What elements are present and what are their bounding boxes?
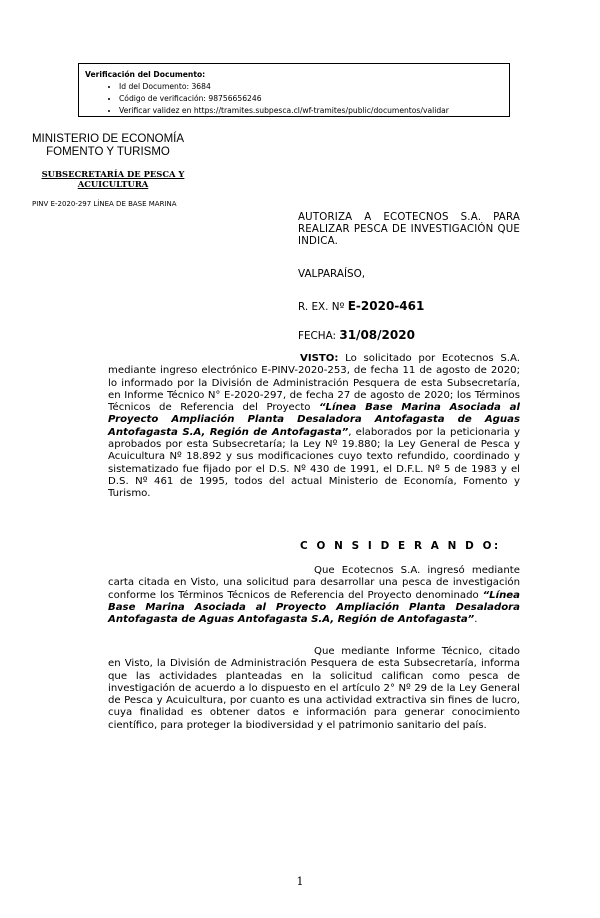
resolution-value: E-2020-461 bbox=[347, 299, 425, 313]
document-id: • Id del Documento: 3684 bbox=[119, 81, 503, 93]
page-number: 1 bbox=[296, 875, 304, 888]
subsecretaria-line-1: SUBSECRETARÍA DE PESCA Y bbox=[41, 169, 185, 179]
subsecretaria-line-2: ACUICULTURA bbox=[77, 179, 149, 189]
verification-title: Verificación del Documento: bbox=[85, 70, 206, 79]
verification-code: • Código de verificación: 98756656246 bbox=[119, 93, 503, 105]
considerando-1-text: Que Ecotecnos S.A. ingresó mediante carta citada en Visto, una solicitud para desarrollar una pesca de investigación conforme los Términos Técnicos de Referencia del Proyecto denominado bbox=[108, 565, 520, 601]
date-label: FECHA: bbox=[298, 330, 337, 342]
ministry-line-2: FOMENTO Y TURISMO bbox=[46, 146, 170, 158]
place: VALPARAÍSO, bbox=[298, 268, 366, 280]
resolution-label: R. EX. Nº bbox=[298, 301, 345, 313]
ministry-line-1: MINISTERIO DE ECONOMÍA bbox=[31, 133, 185, 145]
visto-project-title: “Línea Base Marina Asociada al Proyecto Ampliación Planta Desaladora Antofagasta de Aguas Antofagasta S.A, Región de Antofagasta” bbox=[108, 402, 520, 438]
verification-url[interactable]: • Verificar validez en https://tramites.subpesca.cl/wf-tramites/public/documentos/validar bbox=[119, 105, 503, 117]
verification-box bbox=[78, 63, 510, 117]
considerando-paragraph-2: Que mediante Informe Técnico, citado en Visto, la División de Administración Pesquera de esta Subsecretaría, informa que las actividades planteadas en la solicitud califican como pesca de investigación de acuerdo a lo dispuesto en el artículo 2° Nº 29 de la Ley General de Pesca y Acuicultura, por cuanto es una actividad extractiva sin fines de lucro, cuya finalidad es obtener datos e información para generar conocimiento científico, para proteger la biodiversidad y el patrimonio sanitario del país. bbox=[108, 646, 520, 731]
resolution-number bbox=[298, 299, 424, 313]
considerando-paragraph-1 bbox=[108, 565, 520, 626]
considerando-heading: C O N S I D E R A N D O: bbox=[300, 540, 501, 552]
ministry-name bbox=[28, 133, 188, 159]
visto-paragraph bbox=[108, 353, 520, 501]
date-value: 31/08/2020 bbox=[339, 328, 415, 342]
visto-text-a: Lo solicitado por Ecotecnos S.A. mediante ingreso electrónico E-PINV-2020-253, de fecha 11 de agosto de 2020; lo informado por la División de Administración Pesquera de esta Subsecretaría, en Informe Técnico N° E-2020-297, de fecha 27 de agosto de 2020; los Términos Técnicos de Referencia del Proyecto bbox=[108, 353, 520, 414]
verification-list bbox=[85, 81, 503, 117]
resolution-date bbox=[298, 328, 415, 342]
resolution-subject: AUTORIZA A ECOTECNOS S.A. PARA REALIZAR PESCA DE INVESTIGACIÓN QUE INDICA. bbox=[298, 212, 520, 247]
visto-heading: VISTO: bbox=[300, 353, 339, 364]
considerando-1-project: “Línea Base Marina Asociada al Proyecto Ampliación Planta Desaladora Antofagasta de Aguas Antofagasta S.A, Región de Antofagasta” bbox=[108, 589, 520, 626]
reference-code: PINV E-2020-297 LÍNEA DE BASE MARINA bbox=[32, 200, 177, 208]
visto-text-b: , elaborados por la peticionaria y aprobados por esta Subsecretaría; la Ley Nº 19.880; la Ley General de Pesca y Acuicultura Nº 18.892 y sus modificaciones cuyo texto refundido, coordinado y sistematizado fue fijado por el D.S. Nº 430 de 1991, el D.F.L. Nº 5 de 1983 y el D.S. Nº 461 de 1995, todos del actual Ministerio de Economía, Fomento y Turismo. bbox=[108, 426, 520, 500]
considerando-1-end: . bbox=[474, 614, 478, 626]
subsecretaria-name bbox=[38, 169, 188, 189]
